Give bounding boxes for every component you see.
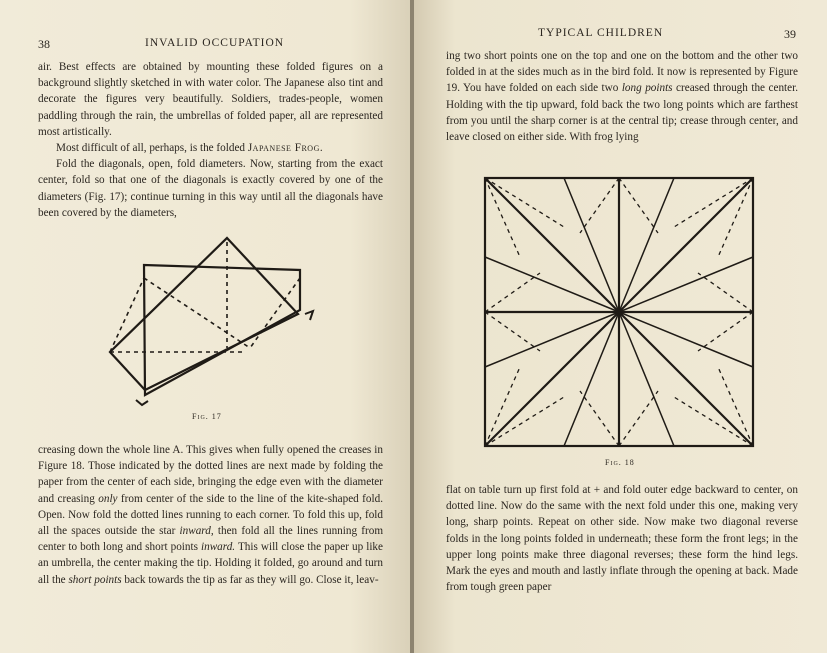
left-text-bottom xyxy=(38,442,383,588)
fig-17-caption: Fig. 17 xyxy=(192,412,222,421)
figure-18 xyxy=(480,173,760,451)
left-paragraph-3: Fold the diagonals, open, fold diameters. Now, starting from the exact center, fold so that one of the diagonals is exactly covered by one of the diameters (Fig. 17); continue turning in this way until all the diagonals have been covered by the diameters, xyxy=(38,158,383,219)
right-text-top xyxy=(446,48,798,145)
left-page-number: 38 xyxy=(38,37,50,51)
left-paragraph-2: Most difficult of all, perhaps, is the folded Japanese Frog. xyxy=(56,142,324,155)
figure-17 xyxy=(100,230,330,415)
right-text-bottom xyxy=(446,482,798,595)
left-page xyxy=(0,0,412,653)
right-page xyxy=(414,0,827,653)
left-text-top xyxy=(38,59,383,221)
right-running-head: TYPICAL CHILDREN xyxy=(538,27,664,39)
left-paragraph-1: air. Best effects are obtained by mounting these folded figures on a background slightly sketched in with water color. The Japanese also tint and decorate the figures very beautifully. Soldiers, trades-people, women paddling through the rain, the umbrellas of folded paper, all are represented most artistically. xyxy=(38,61,383,138)
fig-18-caption: Fig. 18 xyxy=(605,458,635,467)
left-running-head: INVALID OCCUPATION xyxy=(145,37,285,49)
right-paragraph-2: flat on table turn up first fold at + and fold outer edge backward to center, on dotted line. Now do the same with the next fold under this one, making very long, sharp points. Repeat on other side. Now make two diagonal reverse folds in the long points folded in underneath; these form the front legs; in the upper long points make three diagonal reverses; these form the hind legs. Mark the eyes and mouth and lastly inflate through the opening at back. Made from tough green paper xyxy=(446,484,798,594)
left-paragraph-4: creasing down the whole line A. This gives when fully opened the creases in Figure 18. Those indicated by the dotted lines are next made by folding the paper from the center of each side, bringing the edge even with the diameter and creasing only from center of the side to the line of the kite-shaped fold. Open. Now fold the dotted lines running to each corner. To fold this up, fold all the spaces outside the star inward, then fold all the lines running from center to both long and short points inward. This will close the paper up like an umbrella, the center making the tip. Holding it folded, go around and turn all the short points back towards the tip as far as they will go. Close it, leav- xyxy=(38,444,384,586)
right-paragraph-1: ing two short points one on the top and one on the bottom and the other two folded in at the sides much as in the bird fold. It now is represented by Figure 19. You have folded on each side two long points creased through the center. Holding with the tip upward, fold back the two long points which are farthest from you until the sharp corner is at the central tip; crease through center, and leave closed on either side. With frog lying xyxy=(446,50,799,144)
right-page-number: 39 xyxy=(784,27,796,41)
